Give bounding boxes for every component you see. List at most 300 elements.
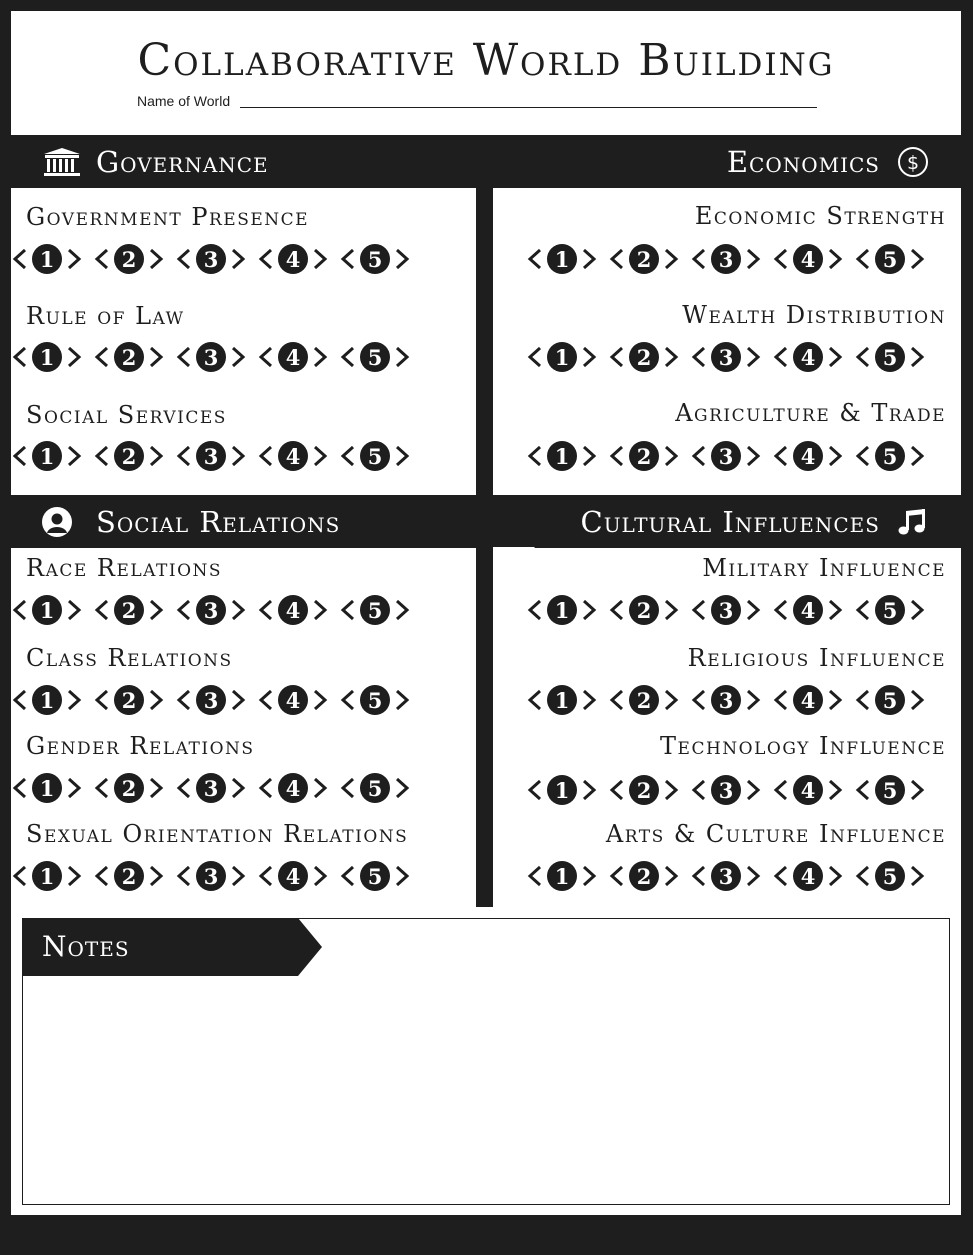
decrement-arrow-icon[interactable] (340, 688, 356, 712)
rating-option[interactable] (773, 244, 843, 274)
decrement-arrow-icon[interactable] (691, 864, 707, 888)
increment-arrow-icon[interactable] (230, 688, 246, 712)
decrement-arrow-icon[interactable] (12, 598, 28, 622)
decrement-arrow-icon[interactable] (691, 598, 707, 622)
rating-number[interactable]: 2 (114, 685, 144, 715)
rating-option[interactable] (94, 342, 164, 372)
economic-strength-rating[interactable] (527, 242, 937, 276)
rating-number[interactable]: 3 (196, 342, 226, 372)
rating-number[interactable]: 5 (360, 244, 390, 274)
rating-option[interactable] (176, 244, 246, 274)
decrement-arrow-icon[interactable] (527, 778, 543, 802)
rating-option[interactable] (12, 441, 82, 471)
rating-option[interactable] (691, 244, 761, 274)
rating-number[interactable]: 1 (32, 861, 62, 891)
decrement-arrow-icon[interactable] (258, 247, 274, 271)
increment-arrow-icon[interactable] (66, 444, 82, 468)
rating-option[interactable] (773, 685, 843, 715)
rating-number[interactable]: 5 (360, 342, 390, 372)
rating-number[interactable]: 1 (547, 685, 577, 715)
sexual-orientation-relations-rating[interactable] (12, 859, 422, 893)
rating-number[interactable]: 3 (711, 861, 741, 891)
decrement-arrow-icon[interactable] (176, 444, 192, 468)
rating-number[interactable]: 4 (278, 861, 308, 891)
increment-arrow-icon[interactable] (66, 688, 82, 712)
rating-option[interactable] (94, 685, 164, 715)
decrement-arrow-icon[interactable] (12, 864, 28, 888)
decrement-arrow-icon[interactable] (609, 688, 625, 712)
rating-option[interactable] (609, 685, 679, 715)
increment-arrow-icon[interactable] (745, 864, 761, 888)
religious-influence-label: Religious Influence (687, 644, 946, 672)
rating-option[interactable] (773, 775, 843, 805)
rating-option[interactable] (258, 244, 328, 274)
rating-number[interactable]: 1 (32, 244, 62, 274)
decrement-arrow-icon[interactable] (855, 688, 871, 712)
decrement-arrow-icon[interactable] (527, 247, 543, 271)
rating-number[interactable]: 2 (114, 773, 144, 803)
decrement-arrow-icon[interactable] (773, 345, 789, 369)
rating-option[interactable] (527, 244, 597, 274)
decrement-arrow-icon[interactable] (609, 778, 625, 802)
rating-option[interactable] (773, 441, 843, 471)
increment-arrow-icon[interactable] (581, 345, 597, 369)
decrement-arrow-icon[interactable] (691, 778, 707, 802)
decrement-arrow-icon[interactable] (340, 444, 356, 468)
rating-option[interactable] (773, 342, 843, 372)
military-influence-rating[interactable] (527, 593, 937, 627)
decrement-arrow-icon[interactable] (609, 864, 625, 888)
decrement-arrow-icon[interactable] (176, 864, 192, 888)
decrement-arrow-icon[interactable] (94, 776, 110, 800)
rating-option[interactable] (258, 861, 328, 891)
rating-option[interactable] (176, 441, 246, 471)
rating-option[interactable] (94, 861, 164, 891)
decrement-arrow-icon[interactable] (527, 598, 543, 622)
rating-option[interactable] (12, 342, 82, 372)
decrement-arrow-icon[interactable] (340, 598, 356, 622)
rating-option[interactable] (527, 775, 597, 805)
rating-option[interactable] (527, 595, 597, 625)
rating-option[interactable] (176, 861, 246, 891)
rating-number[interactable]: 4 (793, 685, 823, 715)
increment-arrow-icon[interactable] (581, 444, 597, 468)
rating-number[interactable]: 5 (875, 441, 905, 471)
technology-influence-label: Technology Influence (660, 732, 946, 760)
rating-option[interactable] (691, 342, 761, 372)
decrement-arrow-icon[interactable] (773, 247, 789, 271)
rating-option[interactable] (340, 441, 410, 471)
rating-number[interactable]: 1 (547, 441, 577, 471)
rating-number[interactable]: 5 (360, 685, 390, 715)
rating-number[interactable]: 1 (547, 342, 577, 372)
rating-number[interactable]: 3 (711, 244, 741, 274)
decrement-arrow-icon[interactable] (176, 688, 192, 712)
government-presence-label: Government Presence (26, 203, 310, 231)
government-presence-rating[interactable] (12, 242, 422, 276)
decrement-arrow-icon[interactable] (609, 247, 625, 271)
increment-arrow-icon[interactable] (66, 345, 82, 369)
increment-arrow-icon[interactable] (745, 778, 761, 802)
rating-option[interactable] (12, 685, 82, 715)
rating-number[interactable]: 5 (875, 244, 905, 274)
increment-arrow-icon[interactable] (827, 778, 843, 802)
increment-arrow-icon[interactable] (312, 598, 328, 622)
rating-number[interactable]: 4 (278, 773, 308, 803)
decrement-arrow-icon[interactable] (855, 778, 871, 802)
increment-arrow-icon[interactable] (909, 444, 925, 468)
class-relations-rating[interactable] (12, 683, 422, 717)
rating-option[interactable] (527, 441, 597, 471)
decrement-arrow-icon[interactable] (855, 444, 871, 468)
decrement-arrow-icon[interactable] (773, 864, 789, 888)
rating-option[interactable] (527, 861, 597, 891)
rating-option[interactable] (609, 861, 679, 891)
increment-arrow-icon[interactable] (581, 864, 597, 888)
increment-arrow-icon[interactable] (663, 864, 679, 888)
decrement-arrow-icon[interactable] (94, 345, 110, 369)
rating-option[interactable] (340, 773, 410, 803)
rating-number[interactable]: 3 (711, 775, 741, 805)
decrement-arrow-icon[interactable] (12, 345, 28, 369)
increment-arrow-icon[interactable] (312, 688, 328, 712)
decrement-arrow-icon[interactable] (855, 598, 871, 622)
rating-option[interactable] (258, 595, 328, 625)
increment-arrow-icon[interactable] (230, 247, 246, 271)
rating-number[interactable]: 4 (793, 861, 823, 891)
increment-arrow-icon[interactable] (827, 598, 843, 622)
decrement-arrow-icon[interactable] (12, 776, 28, 800)
rating-number[interactable]: 2 (114, 244, 144, 274)
rating-number[interactable]: 4 (793, 775, 823, 805)
increment-arrow-icon[interactable] (745, 444, 761, 468)
rating-number[interactable]: 3 (196, 861, 226, 891)
increment-arrow-icon[interactable] (663, 688, 679, 712)
increment-arrow-icon[interactable] (745, 247, 761, 271)
decrement-arrow-icon[interactable] (94, 247, 110, 271)
rating-number[interactable]: 4 (278, 342, 308, 372)
increment-arrow-icon[interactable] (148, 247, 164, 271)
increment-arrow-icon[interactable] (312, 247, 328, 271)
decrement-arrow-icon[interactable] (609, 598, 625, 622)
increment-arrow-icon[interactable] (66, 776, 82, 800)
increment-arrow-icon[interactable] (663, 247, 679, 271)
increment-arrow-icon[interactable] (312, 345, 328, 369)
increment-arrow-icon[interactable] (909, 247, 925, 271)
increment-arrow-icon[interactable] (148, 776, 164, 800)
decrement-arrow-icon[interactable] (691, 345, 707, 369)
rating-option[interactable] (691, 441, 761, 471)
decrement-arrow-icon[interactable] (176, 345, 192, 369)
rating-number[interactable]: 2 (114, 595, 144, 625)
technology-influence-rating[interactable] (527, 773, 937, 807)
rating-number[interactable]: 5 (875, 861, 905, 891)
increment-arrow-icon[interactable] (394, 776, 410, 800)
increment-arrow-icon[interactable] (394, 688, 410, 712)
decrement-arrow-icon[interactable] (258, 688, 274, 712)
rating-option[interactable] (340, 244, 410, 274)
rating-option[interactable] (773, 861, 843, 891)
increment-arrow-icon[interactable] (909, 688, 925, 712)
increment-arrow-icon[interactable] (909, 598, 925, 622)
decrement-arrow-icon[interactable] (340, 864, 356, 888)
increment-arrow-icon[interactable] (663, 345, 679, 369)
rating-number[interactable]: 4 (278, 441, 308, 471)
increment-arrow-icon[interactable] (230, 444, 246, 468)
decrement-arrow-icon[interactable] (691, 688, 707, 712)
rating-number[interactable]: 2 (629, 244, 659, 274)
rating-number[interactable]: 5 (360, 861, 390, 891)
rating-option[interactable] (609, 342, 679, 372)
rating-number[interactable]: 2 (629, 861, 659, 891)
decrement-arrow-icon[interactable] (176, 776, 192, 800)
increment-arrow-icon[interactable] (581, 688, 597, 712)
rating-option[interactable] (12, 773, 82, 803)
rule-of-law-rating[interactable] (12, 340, 422, 374)
rating-number[interactable]: 2 (629, 775, 659, 805)
increment-arrow-icon[interactable] (394, 247, 410, 271)
increment-arrow-icon[interactable] (66, 864, 82, 888)
rating-option[interactable] (258, 773, 328, 803)
rating-option[interactable] (609, 244, 679, 274)
decrement-arrow-icon[interactable] (340, 776, 356, 800)
increment-arrow-icon[interactable] (909, 864, 925, 888)
rating-number[interactable]: 4 (278, 595, 308, 625)
increment-arrow-icon[interactable] (827, 864, 843, 888)
decrement-arrow-icon[interactable] (609, 345, 625, 369)
rating-number[interactable]: 5 (360, 441, 390, 471)
rating-option[interactable] (691, 861, 761, 891)
increment-arrow-icon[interactable] (581, 598, 597, 622)
arts-culture-influence-rating[interactable] (527, 859, 937, 893)
rating-number[interactable]: 1 (547, 595, 577, 625)
increment-arrow-icon[interactable] (66, 598, 82, 622)
increment-arrow-icon[interactable] (312, 444, 328, 468)
rule-of-law-label: Rule of Law (26, 302, 185, 330)
gender-relations-rating[interactable] (12, 771, 422, 805)
rating-number[interactable]: 2 (114, 342, 144, 372)
rating-option[interactable] (855, 775, 925, 805)
decrement-arrow-icon[interactable] (855, 247, 871, 271)
rating-number[interactable]: 1 (32, 342, 62, 372)
rating-number[interactable]: 4 (278, 244, 308, 274)
rating-number[interactable]: 2 (629, 595, 659, 625)
increment-arrow-icon[interactable] (909, 345, 925, 369)
increment-arrow-icon[interactable] (827, 345, 843, 369)
rating-number[interactable]: 1 (32, 773, 62, 803)
rating-option[interactable] (94, 244, 164, 274)
decrement-arrow-icon[interactable] (340, 247, 356, 271)
wealth-distribution-rating[interactable] (527, 340, 937, 374)
rating-number[interactable]: 1 (32, 595, 62, 625)
decrement-arrow-icon[interactable] (12, 247, 28, 271)
decrement-arrow-icon[interactable] (176, 247, 192, 271)
increment-arrow-icon[interactable] (312, 864, 328, 888)
decrement-arrow-icon[interactable] (855, 345, 871, 369)
decrement-arrow-icon[interactable] (258, 598, 274, 622)
increment-arrow-icon[interactable] (663, 444, 679, 468)
rating-number[interactable]: 3 (711, 441, 741, 471)
rating-option[interactable] (855, 685, 925, 715)
decrement-arrow-icon[interactable] (527, 688, 543, 712)
rating-number[interactable]: 3 (711, 595, 741, 625)
increment-arrow-icon[interactable] (230, 776, 246, 800)
rating-number[interactable]: 4 (793, 595, 823, 625)
increment-arrow-icon[interactable] (909, 778, 925, 802)
increment-arrow-icon[interactable] (581, 778, 597, 802)
decrement-arrow-icon[interactable] (12, 688, 28, 712)
rating-option[interactable] (609, 775, 679, 805)
increment-arrow-icon[interactable] (148, 864, 164, 888)
decrement-arrow-icon[interactable] (527, 345, 543, 369)
decrement-arrow-icon[interactable] (773, 598, 789, 622)
decrement-arrow-icon[interactable] (258, 345, 274, 369)
rating-number[interactable]: 3 (711, 342, 741, 372)
rating-option[interactable] (855, 595, 925, 625)
increment-arrow-icon[interactable] (148, 598, 164, 622)
decrement-arrow-icon[interactable] (258, 444, 274, 468)
social-services-rating[interactable] (12, 439, 422, 473)
decrement-arrow-icon[interactable] (527, 864, 543, 888)
increment-arrow-icon[interactable] (394, 345, 410, 369)
decrement-arrow-icon[interactable] (12, 444, 28, 468)
decrement-arrow-icon[interactable] (609, 444, 625, 468)
rating-number[interactable]: 3 (196, 441, 226, 471)
increment-arrow-icon[interactable] (148, 444, 164, 468)
rating-option[interactable] (691, 685, 761, 715)
rating-option[interactable] (340, 595, 410, 625)
decrement-arrow-icon[interactable] (94, 444, 110, 468)
name-of-world-field[interactable] (240, 107, 817, 108)
rating-option[interactable] (691, 595, 761, 625)
decrement-arrow-icon[interactable] (773, 688, 789, 712)
increment-arrow-icon[interactable] (663, 778, 679, 802)
increment-arrow-icon[interactable] (745, 345, 761, 369)
decrement-arrow-icon[interactable] (773, 778, 789, 802)
rating-option[interactable] (176, 342, 246, 372)
rating-option[interactable] (12, 861, 82, 891)
rating-option[interactable] (855, 441, 925, 471)
rating-option[interactable] (609, 595, 679, 625)
increment-arrow-icon[interactable] (394, 598, 410, 622)
increment-arrow-icon[interactable] (230, 345, 246, 369)
sexual-orientation-relations-label: Sexual Orientation Relations (26, 820, 409, 848)
increment-arrow-icon[interactable] (581, 247, 597, 271)
rating-option[interactable] (855, 861, 925, 891)
rating-number[interactable]: 5 (360, 595, 390, 625)
increment-arrow-icon[interactable] (745, 688, 761, 712)
increment-arrow-icon[interactable] (148, 688, 164, 712)
rating-option[interactable] (12, 595, 82, 625)
decrement-arrow-icon[interactable] (176, 598, 192, 622)
decrement-arrow-icon[interactable] (773, 444, 789, 468)
rating-number[interactable]: 2 (114, 861, 144, 891)
increment-arrow-icon[interactable] (827, 444, 843, 468)
decrement-arrow-icon[interactable] (527, 444, 543, 468)
rating-option[interactable] (176, 595, 246, 625)
rating-option[interactable] (258, 342, 328, 372)
rating-number[interactable]: 3 (196, 773, 226, 803)
increment-arrow-icon[interactable] (827, 247, 843, 271)
rating-number[interactable]: 2 (629, 342, 659, 372)
decrement-arrow-icon[interactable] (855, 864, 871, 888)
decrement-arrow-icon[interactable] (94, 864, 110, 888)
rating-option[interactable] (691, 775, 761, 805)
rating-option[interactable] (773, 595, 843, 625)
increment-arrow-icon[interactable] (312, 776, 328, 800)
rating-option[interactable] (94, 773, 164, 803)
rating-option[interactable] (176, 773, 246, 803)
rating-number[interactable]: 5 (875, 342, 905, 372)
decrement-arrow-icon[interactable] (691, 444, 707, 468)
rating-number[interactable]: 3 (196, 595, 226, 625)
increment-arrow-icon[interactable] (745, 598, 761, 622)
decrement-arrow-icon[interactable] (258, 864, 274, 888)
rating-number[interactable]: 1 (32, 685, 62, 715)
rating-option[interactable] (609, 441, 679, 471)
agriculture-trade-rating[interactable] (527, 439, 937, 473)
increment-arrow-icon[interactable] (148, 345, 164, 369)
rating-number[interactable]: 4 (793, 342, 823, 372)
increment-arrow-icon[interactable] (394, 864, 410, 888)
increment-arrow-icon[interactable] (230, 598, 246, 622)
rating-option[interactable] (12, 244, 82, 274)
rating-option[interactable] (527, 685, 597, 715)
decrement-arrow-icon[interactable] (258, 776, 274, 800)
rating-number[interactable]: 2 (114, 441, 144, 471)
rating-number[interactable]: 5 (875, 775, 905, 805)
rating-number[interactable]: 4 (793, 244, 823, 274)
decrement-arrow-icon[interactable] (340, 345, 356, 369)
rating-option[interactable] (340, 861, 410, 891)
decrement-arrow-icon[interactable] (94, 688, 110, 712)
increment-arrow-icon[interactable] (230, 864, 246, 888)
rating-option[interactable] (176, 685, 246, 715)
increment-arrow-icon[interactable] (66, 247, 82, 271)
rating-option[interactable] (340, 342, 410, 372)
rating-number[interactable]: 5 (875, 595, 905, 625)
rating-number[interactable]: 4 (793, 441, 823, 471)
increment-arrow-icon[interactable] (663, 598, 679, 622)
religious-influence-rating[interactable] (527, 683, 937, 717)
rating-number[interactable]: 2 (629, 685, 659, 715)
rating-number[interactable]: 2 (629, 441, 659, 471)
rating-number[interactable]: 1 (547, 775, 577, 805)
rating-number[interactable]: 1 (547, 861, 577, 891)
rating-option[interactable] (258, 685, 328, 715)
rating-option[interactable] (527, 342, 597, 372)
rating-number[interactable]: 3 (196, 685, 226, 715)
decrement-arrow-icon[interactable] (94, 598, 110, 622)
rating-number[interactable]: 5 (875, 685, 905, 715)
increment-arrow-icon[interactable] (827, 688, 843, 712)
rating-number[interactable]: 3 (196, 244, 226, 274)
rating-number[interactable]: 1 (547, 244, 577, 274)
rating-number[interactable]: 3 (711, 685, 741, 715)
rating-number[interactable]: 5 (360, 773, 390, 803)
rating-number[interactable]: 4 (278, 685, 308, 715)
rating-option[interactable] (258, 441, 328, 471)
rating-option[interactable] (94, 595, 164, 625)
decrement-arrow-icon[interactable] (691, 247, 707, 271)
rating-option[interactable] (855, 342, 925, 372)
rating-option[interactable] (94, 441, 164, 471)
rating-option[interactable] (340, 685, 410, 715)
rating-option[interactable] (855, 244, 925, 274)
race-relations-rating[interactable] (12, 593, 422, 627)
rating-number[interactable]: 1 (32, 441, 62, 471)
increment-arrow-icon[interactable] (394, 444, 410, 468)
